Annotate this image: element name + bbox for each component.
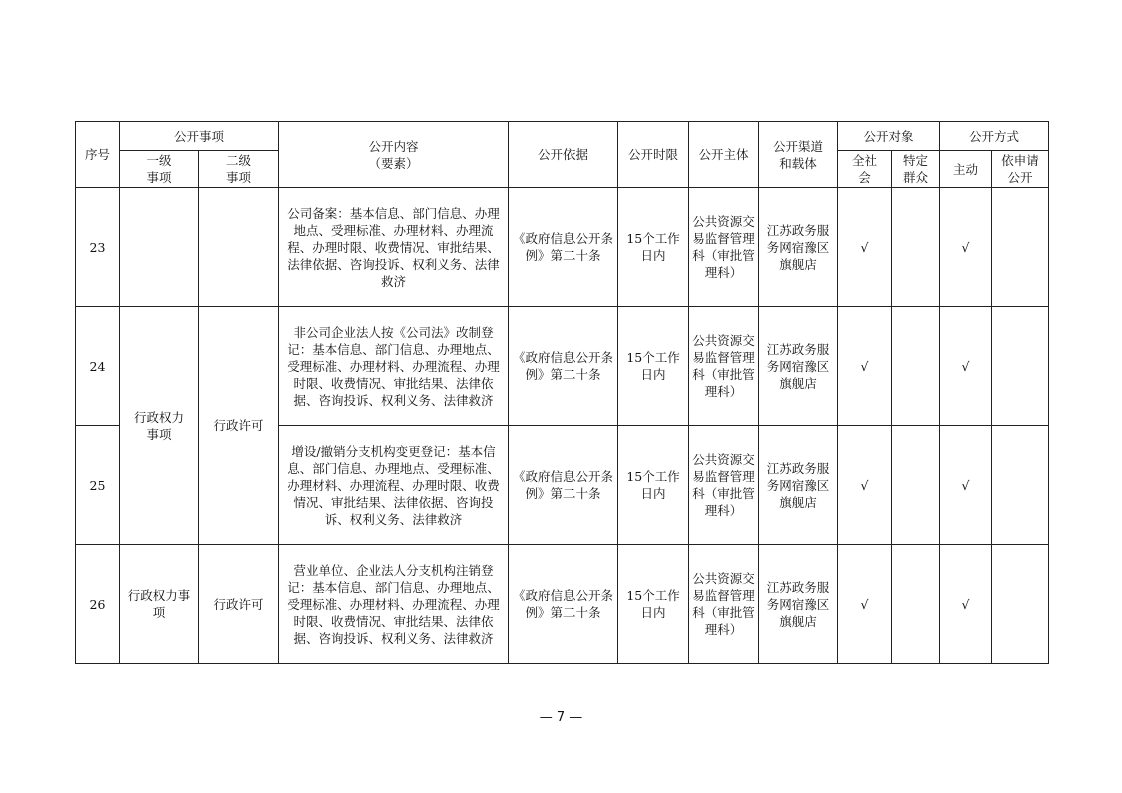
row-subject: 公共资源交易监督管理科（审批管理科）: [689, 307, 759, 426]
row-target-specific: [892, 188, 940, 307]
row-method-apply: [992, 307, 1049, 426]
header-target-specific: 特定 群众: [892, 151, 940, 188]
row-content: 公司备案：基本信息、部门信息、办理地点、受理标准、办理材料、办理流程、办理时限、收费情况、审批结果、法律依据、咨询投诉、权利义务、法律救济: [279, 188, 509, 307]
row-method-active: √: [940, 545, 992, 664]
header-channel: 公开渠道 和载体: [759, 122, 838, 188]
row-method-apply: [992, 188, 1049, 307]
header-target: 公开对象: [838, 122, 940, 151]
row-seq: 25: [76, 426, 120, 545]
row-content: 非公司企业法人按《公司法》改制登记：基本信息、部门信息、办理地点、受理标准、办理材料、办理流程、办理时限、收费情况、审批结果、法律依据、咨询投诉、权利义务、法律救济: [279, 307, 509, 426]
row-seq: 24: [76, 307, 120, 426]
row-lvl2-merged: 行政许可: [199, 307, 279, 545]
row-method-apply: [992, 426, 1049, 545]
header-method-apply: 依申请 公开: [992, 151, 1049, 188]
row-seq: 26: [76, 545, 120, 664]
row-channel: 江苏政务服务网宿豫区旗舰店: [759, 188, 838, 307]
disclosure-table: [75, 121, 1049, 664]
row-basis: 《政府信息公开条例》第二十条: [509, 545, 618, 664]
row-subject: 公共资源交易监督管理科（审批管理科）: [689, 426, 759, 545]
row-lvl1-merged: 行政权力 事项: [120, 307, 199, 545]
row-method-active: √: [940, 426, 992, 545]
header-target-all: 全社 会: [838, 151, 892, 188]
table-row: [76, 545, 1049, 664]
row-target-all: √: [838, 426, 892, 545]
header-basis: 公开依据: [509, 122, 618, 188]
row-timelimit: 15个工作日内: [618, 307, 689, 426]
row-target-all: √: [838, 545, 892, 664]
row-target-specific: [892, 545, 940, 664]
header-item-lvl2: 二级 事项: [199, 151, 279, 188]
row-timelimit: 15个工作日内: [618, 188, 689, 307]
row-method-active: √: [940, 307, 992, 426]
row-target-specific: [892, 307, 940, 426]
page-number: — 7 —: [539, 710, 583, 725]
row-subject: 公共资源交易监督管理科（审批管理科）: [689, 545, 759, 664]
header-subject: 公开主体: [689, 122, 759, 188]
row-basis: 《政府信息公开条例》第二十条: [509, 426, 618, 545]
row-content: 增设/撤销分支机构变更登记：基本信息、部门信息、办理地点、受理标准、办理材料、办理流程、办理时限、收费情况、审批结果、法律依据、咨询投诉、权利义务、法律救济: [279, 426, 509, 545]
header-row-1: [76, 122, 1049, 151]
row-content: 营业单位、企业法人分支机构注销登记：基本信息、部门信息、办理地点、受理标准、办理材料、办理流程、办理时限、收费情况、审批结果、法律依据、咨询投诉、权利义务、法律救济: [279, 545, 509, 664]
row-lvl1: [120, 188, 199, 307]
header-timelimit: 公开时限: [618, 122, 689, 188]
row-seq: 23: [76, 188, 120, 307]
row-method-active: √: [940, 188, 992, 307]
header-method: 公开方式: [940, 122, 1049, 151]
header-content: 公开内容 （要素）: [279, 122, 509, 188]
header-item: 公开事项: [120, 122, 279, 151]
row-basis: 《政府信息公开条例》第二十条: [509, 188, 618, 307]
row-target-all: √: [838, 307, 892, 426]
header-item-lvl1: 一级 事项: [120, 151, 199, 188]
row-channel: 江苏政务服务网宿豫区旗舰店: [759, 307, 838, 426]
row-target-all: √: [838, 188, 892, 307]
row-lvl2: [199, 188, 279, 307]
row-subject: 公共资源交易监督管理科（审批管理科）: [689, 188, 759, 307]
row-target-specific: [892, 426, 940, 545]
row-lvl1: 行政权力事项: [120, 545, 199, 664]
row-timelimit: 15个工作日内: [618, 426, 689, 545]
table-row: [76, 188, 1049, 307]
header-seq: 序号: [76, 122, 120, 188]
row-channel: 江苏政务服务网宿豫区旗舰店: [759, 545, 838, 664]
row-channel: 江苏政务服务网宿豫区旗舰店: [759, 426, 838, 545]
row-timelimit: 15个工作日内: [618, 545, 689, 664]
row-lvl2: 行政许可: [199, 545, 279, 664]
row-basis: 《政府信息公开条例》第二十条: [509, 307, 618, 426]
table-row: [76, 307, 1049, 426]
row-method-apply: [992, 545, 1049, 664]
header-method-active: 主动: [940, 151, 992, 188]
